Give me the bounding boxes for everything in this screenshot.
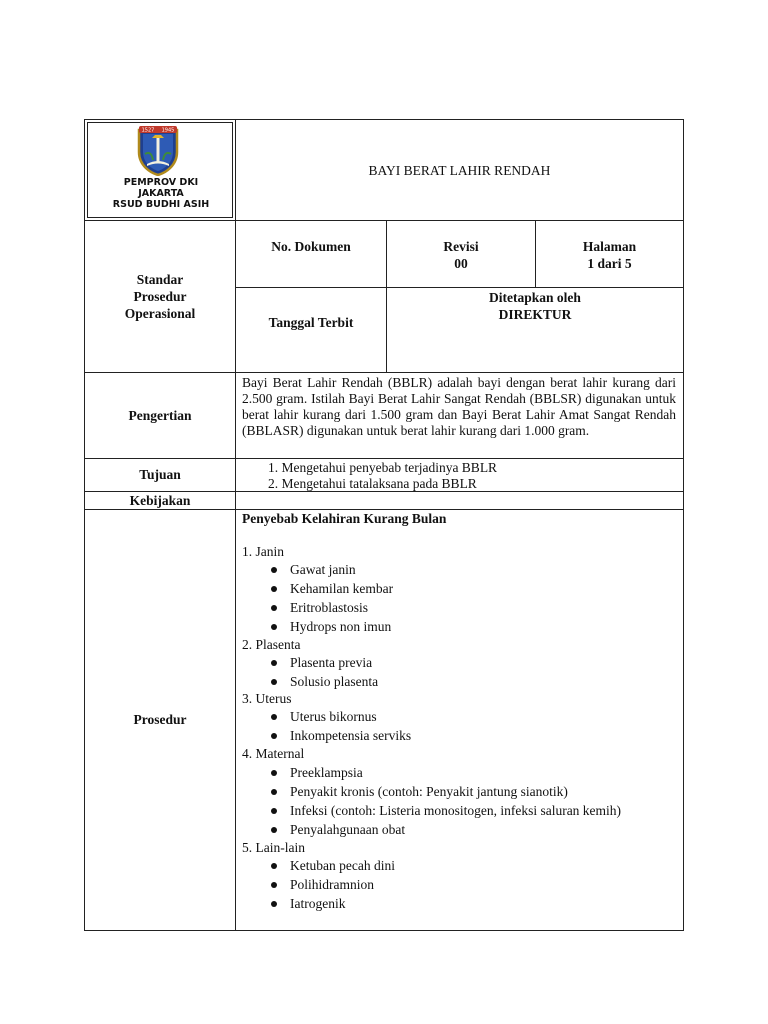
- logo-frame: [87, 122, 88, 218]
- prosedur-item: Solusio plasenta: [290, 674, 379, 689]
- prosedur-group-title: 3. Uterus: [242, 691, 292, 706]
- prosedur-group-title: 2. Plasenta: [242, 637, 301, 652]
- org-line: PEMPROV DKI: [123, 177, 199, 188]
- sop-label-line: Prosedur: [133, 289, 187, 304]
- table-border-top: [84, 119, 684, 120]
- bullet-icon: [271, 808, 277, 814]
- bullet-icon: [271, 679, 277, 685]
- row-divider: [235, 287, 684, 288]
- prosedur-group-title: 1. Janin: [242, 544, 284, 559]
- bullet-icon: [271, 586, 277, 592]
- prosedur-item: Penyalahgunaan obat: [290, 822, 406, 837]
- table-border-left: [84, 119, 85, 931]
- bullet-icon: [271, 901, 277, 907]
- prosedur-item: Infeksi (contoh: Listeria monositogen, infeksi saluran kemih): [290, 803, 622, 818]
- org-line: RSUD BUDHI ASIH: [112, 199, 210, 210]
- bullet-icon: [271, 567, 277, 573]
- bullet-icon: [271, 714, 277, 720]
- row-divider: [84, 372, 684, 373]
- emblem-banner-right: 1945: [161, 127, 175, 134]
- prosedur-item: Inkompetensia serviks: [290, 728, 412, 743]
- ditetapkan-label: Ditetapkan oleh: [489, 290, 581, 305]
- bullet-icon: [271, 789, 277, 795]
- prosedur-item: Plasenta previa: [290, 655, 373, 670]
- table-border-bottom: [84, 930, 684, 931]
- sop-label-line: Operasional: [124, 306, 196, 321]
- revisi-value: 00: [454, 256, 468, 271]
- sop-label-line: Standar: [136, 272, 184, 287]
- prosedur-item: Hydrops non imun: [290, 619, 392, 634]
- tujuan-label: Tujuan: [139, 467, 181, 482]
- prosedur-label: Prosedur: [133, 712, 187, 727]
- kebijakan-label: Kebijakan: [129, 493, 191, 508]
- prosedur-item: Ketuban pecah dini: [290, 858, 395, 873]
- prosedur-item: Iatrogenik: [290, 896, 346, 911]
- bullet-icon: [271, 770, 277, 776]
- document-title: BAYI BERAT LAHIR RENDAH: [368, 163, 551, 178]
- table-border-right: [683, 119, 684, 931]
- halaman-value: 1 dari 5: [587, 256, 632, 271]
- sop-label: [85, 271, 235, 322]
- logo-frame: [87, 122, 233, 123]
- bullet-icon: [271, 827, 277, 833]
- bullet-icon: [271, 624, 277, 630]
- org-line: JAKARTA: [138, 188, 184, 199]
- prosedur-heading: Penyebab Kelahiran Kurang Bulan: [242, 511, 447, 526]
- bullet-icon: [271, 660, 277, 666]
- pengertian-label: Pengertian: [128, 408, 192, 423]
- prosedur-item: Gawat janin: [290, 562, 356, 577]
- prosedur-item: Eritroblastosis: [290, 600, 368, 615]
- logo-frame: [232, 122, 233, 218]
- prosedur-item: Uterus bikornus: [290, 709, 377, 724]
- prosedur-item: Penyakit kronis (contoh: Penyakit jantung sianotik): [290, 784, 568, 799]
- halaman-label: Halaman: [582, 239, 637, 254]
- row-divider: [84, 220, 684, 221]
- tujuan-item: 1. Mengetahui penyebab terjadinya BBLR: [268, 460, 498, 475]
- bullet-icon: [271, 882, 277, 888]
- prosedur-item: Preeklampsia: [290, 765, 363, 780]
- prosedur-item: Polihidramnion: [290, 877, 374, 892]
- bullet-icon: [271, 863, 277, 869]
- prosedur-item: Kehamilan kembar: [290, 581, 394, 596]
- bullet-icon: [271, 733, 277, 739]
- prosedur-group-title: 5. Lain-lain: [242, 840, 305, 855]
- pengertian-text: Bayi Berat Lahir Rendah (BBLR) adalah bayi dengan berat lahir kurang dari 2.500 gram. Istilah Bayi Berat Lahir Sangat Rendah (BBLSR) digunakan untuk berat lahir kurang dari 1.500 gram dan Bayi Berat Lahir Amat Sangat Rendah (BBLASR) digunakan untuk berat lahir kurang dari 1.000 gram.: [242, 375, 676, 438]
- no-dokumen-label: No. Dokumen: [271, 239, 351, 254]
- ditetapkan-value: DIREKTUR: [498, 307, 572, 322]
- prosedur-group-title: 4. Maternal: [242, 746, 305, 761]
- emblem-banner-left: 1527: [141, 127, 155, 134]
- jakarta-emblem-icon: [131, 124, 185, 176]
- revisi-label: Revisi: [443, 239, 479, 254]
- tujuan-item: 2. Mengetahui tatalaksana pada BBLR: [268, 476, 477, 491]
- bullet-icon: [271, 605, 277, 611]
- organization-name: [90, 177, 232, 210]
- logo-frame: [87, 217, 233, 218]
- tanggal-terbit-label: Tanggal Terbit: [268, 315, 354, 330]
